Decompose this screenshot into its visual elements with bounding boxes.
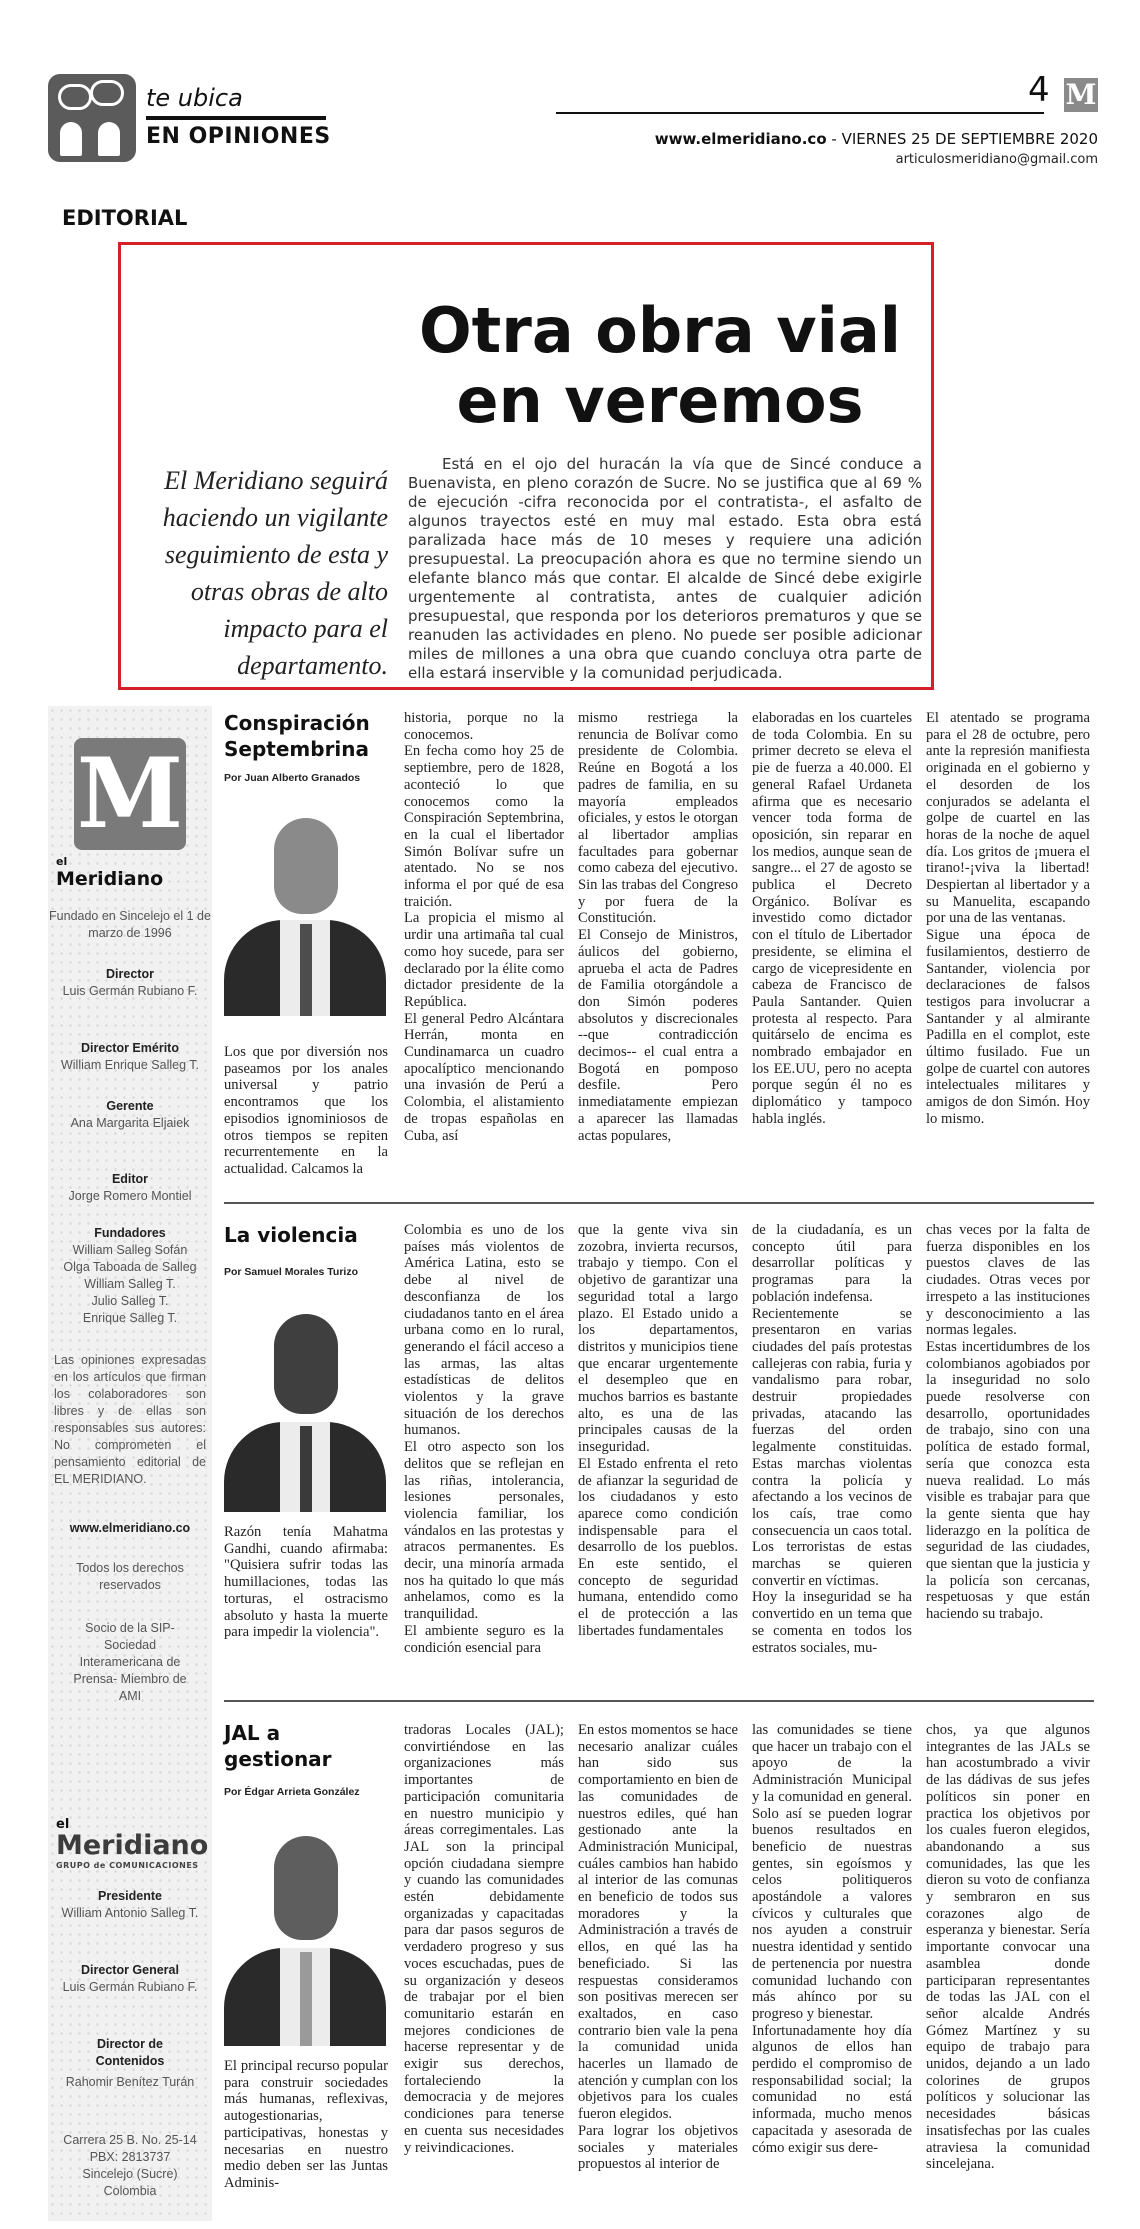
director-label: Director	[106, 967, 154, 981]
grupo-label: GRUPO de COMUNICACIONES	[56, 1861, 199, 1870]
meridiano-wordmark	[56, 856, 163, 890]
opinion-disclaimer: Las opiniones expresadas en los artículos que firman los colaboradores son libres y de ellas son responsables sus autores: No comprometen el pensamiento editorial de EL MERIDIANO.	[54, 1353, 206, 1486]
director-emerito-label: Director Emérito	[81, 1041, 179, 1055]
director-contenidos-name: Rahomir Benítez Turán	[65, 2075, 195, 2089]
editorial-pull-quote: El Meridiano seguirá haciendo un vigilante seguimiento de esta y otras obras de alto impacto para el departamento.	[162, 466, 388, 680]
editor-label: Editor	[111, 1172, 149, 1186]
sidebar-website[interactable]: www.elmeridiano.co	[69, 1521, 191, 1535]
director-contenidos-label: Director de Contenidos	[95, 2037, 165, 2068]
director-emerito-name: William Enrique Salleg T.	[60, 1058, 200, 1072]
article-column: mismo restriega la renuncia de Bolívar como presidente de Colombia. Reúne en Bogotá a los padres de familia, en su mayoría empleados oficiales, y estos le otorgan al libertador amplias facultades para gobernar como cabeza del ejecutivo. Sin las trabas del Congreso y por fuera de la Constitución. El Consejo de Ministros, áulicos del gobierno, aprueba el acta de Padres de Familia otorgándole a don Simón poderes absolutos y discrecionales --que contradicción decimos-- el cual entra a Bogotá en pomposo desfile. Pero inmediatamente empiezan a aparecer las llamadas actas populares,	[578, 710, 738, 1144]
rights-note: Todos los derechos reservados	[76, 1561, 184, 1592]
fundadores-list: William Salleg Sofán Olga Taboada de Salleg William Salleg T. Julio Salleg T. Enrique Salleg T.	[63, 1243, 197, 1325]
site-link[interactable]: www.elmeridiano.co	[654, 130, 827, 148]
article-column: chas veces por la falta de fuerza disponibles en los puestos claves de las ciudades. Otras veces por irrespeto a las instituciones y desconocimiento a las normas legales. Estas incertidumbres de los colombianos agobiados por la inseguridad no solo puede resolverse con desarrollo, oportunidades de trabajo, sino con una política de estado formal, sería que conozca esta nueva realidad. Lo más visible es trabajar para que la gente sienta que hay liderazgo en la política de seguridad de las ciudades, que sientan que la justicia y la policía son cercanas, respetuosas y que están haciendo su trabajo.	[926, 1222, 1090, 1623]
fundadores-label: Fundadores	[94, 1226, 166, 1240]
meridiano-grupo-wordmark	[56, 1818, 208, 1870]
article-title: La violencia	[224, 1223, 358, 1247]
article-byline: Por Juan Alberto Granados	[224, 772, 361, 784]
author-photo	[224, 1818, 386, 2046]
section-label: EDITORIAL	[62, 206, 188, 230]
wordmark-name: Meridiano	[56, 868, 164, 890]
article-column: que la gente viva sin zozobra, invierta recursos, trabajo y tiempo. Con el objetivo de garantizar una seguridad total a largo plazo. El Estado unido a los departamentos, distritos y municipios tiene que encarar urgentemente el desempleo que en muchos barrios es bastante alto, es una de las principales causas de la inseguridad. El Estado enfrenta el reto de afianzar la seguridad de los ciudadanos y esto aparece como condición indispensable para el desarrollo de los pueblos. En este sentido, el concepto de seguridad humana, entendido como el de protección a las libertades fundamentales	[578, 1222, 738, 1639]
opiniones-logo	[48, 74, 136, 162]
contact-email[interactable]: articulosmeridiano@gmail.com	[895, 152, 1098, 167]
article-byline: Por Samuel Morales Turizo	[224, 1266, 359, 1278]
article-column: de la ciudadanía, es un concepto útil para desarrollar políticas y programas para la población indefensa. Recientemente se presentaron en varias ciudades del país protestas callejeras con rabia, furia y vandalismo para robar, destruir propiedades privadas, atacando las fuerzas del orden legalmente constituidas. Estas marchas violentas contra la policía y afectando a los vecinos de los caís, trae como consecuencia un caos total. Los terroristas de estas marchas se quieren convertir en víctimas. Hoy la inseguridad se ha convertido en un tema que se comenta en todos los estratos sociales, mu-	[752, 1222, 912, 1656]
article-lead: Razón tenía Mahatma Gandhi, cuando afirmaba: "Quisiera sufrir todas las humillaciones, todas las torturas, el ostracismo absoluto y hasta la muerte para impedir la violencia".	[224, 1524, 388, 1641]
article-column: En estos momentos se hace necesario analizar cuáles han sido sus comportamiento en bien de las comunidades de nuestros ediles, qué han gestionado ante la Administración Municipal, cuáles cambios han habido al interior de las comunas en beneficio de todos sus moradores y la Administración a través de ellos, en qué las ha beneficiado. Si las respuestas consideramos son positivas merecen ser exaltados, en caso contrario bien vale la pena la comunidad unida hacerles un llamado de atención y cumplan con los objetivos para los cuales fueron elegidos. Para lograr los objetivos sociales y materiales propuestos al interior de	[578, 1722, 738, 2173]
dateline	[655, 130, 1098, 148]
kicker-divider	[146, 116, 326, 120]
article-title: JAL a gestionar	[224, 1721, 332, 1771]
article-column: El atentado se programa para el 28 de octubre, pero ante la represión manifiesta originada en el gobierno y el desorden de los conjurados se adelanta el golpe de cuartel en las horas de la noche de aquel día. Los gritos de ¡muera el tirano!-¡viva la libertad! Despiertan al libertador y a su Manuelita, escapando por una de las ventanas. Sigue una época de fusilamientos, destierro de Santander, violencia por declaraciones de falsos testigos para involucrar a Santander y al almirante Padilla en el complot, este último fusilado. Fue un golpe de cuartel con autores intelectuales militares y amigos de don Simón. Hoy lo mismo.	[926, 710, 1090, 1127]
address-block: Carrera 25 B. No. 25-14 PBX: 2813737 Sincelejo (Sucre) Colombia	[63, 2133, 197, 2198]
article-lead: El principal recurso popular para construir sociedades más humanas, reflexivas, autogestionarias, participativas, honestas y necesarias en nuestro medio deben ser las Juntas Adminis-	[224, 2058, 388, 2191]
director-general-label: Director General	[81, 1963, 179, 1977]
person-icon	[98, 122, 120, 156]
grupo-el: el	[56, 1817, 70, 1832]
section-name: EN OPINIONES	[146, 124, 331, 149]
sip-membership: Socio de la SIP- Sociedad Interamericana de Prensa- Miembro de AMI	[73, 1621, 187, 1703]
author-photo	[224, 800, 386, 1016]
speech-bubble-icon	[90, 80, 124, 106]
presidente-name: William Antonio Salleg T.	[61, 1906, 199, 1920]
article-column: historia, porque no la conocemos. En fecha como hoy 25 de septiembre, pero de 1828, aconteció lo que conocemos como la Conspiración Septembrina, en la cual el libertador Simón Bolívar sufre un atentado. No se nos informa el por qué de esa traición. La propicia el mismo al urdir una artimaña tal cual como hoy sucede, para ser declarado por la élite como dictador presidente de la República. El general Pedro Alcántara Herrán, monta en Cundinamarca un cuadro apocalíptico mencionando una invasión de Perú a Colombia, el alistamiento de tropas españolas en Cuba, así	[404, 710, 564, 1144]
article-column: tradoras Locales (JAL); convirtiéndose en las organizaciones más importantes de participación comunitaria en nuestro municipio y áreas corregimentales. Las JAL son la principal opción ciudadana siempre y cuando las comunidades estén debidamente organizadas y capacitadas para dar pasos seguros de verdadero progreso y sus voces escuchadas, pues de su organización y deseos de trabajar por el bien comunitario estarán en mejores condiciones de hacerse representar y de exigir sus derechos, fortaleciendo la democracia y de mejores condiciones para tenerse en cuenta sus necesidades y reivindicaciones.	[404, 1722, 564, 2156]
page-number: 4	[1028, 70, 1050, 110]
person-icon	[60, 122, 82, 156]
wordmark-el: el	[56, 855, 68, 868]
section-kicker: te ubica	[146, 84, 243, 112]
header-divider	[556, 112, 1044, 114]
gerente-label: Gerente	[106, 1099, 154, 1113]
article-title: Conspiración Septembrina	[224, 711, 370, 761]
article-column: elaboradas en los cuarteles de toda Colombia. En su primer decreto se eleva el pie de fuerza a 40.000. El general Rafael Urdaneta afirma que es necesario vencer toda forma de oposición, sin reparar en los medios, aunque sean de sangre... el 27 de agosto se publica el Decreto Orgánico. Bolívar es investido como dictador con el título de Libertador presidente, se elimina el cargo de vicepresidente en cabeza de Francisco de Paula Santander. Quien protesta al respecto. Para quitárselo de encima es nombrado embajador en los EE.UU, pero no acepta porque según él no es diplomático y tampoco habla inglés.	[752, 710, 912, 1127]
article-divider	[224, 1202, 1094, 1204]
author-photo	[224, 1300, 386, 1512]
grupo-name: Meridiano	[56, 1830, 209, 1861]
article-lead: Los que por diversión nos paseamos por los anales universal y patrio encontramos que los episodios ignominiosos de otros tiempos se repiten recurrentemente en la actualidad. Calcamos la	[224, 1044, 388, 1177]
director-general-name: Luis Germán Rubiano F.	[62, 1980, 198, 1994]
founded-note: Fundado en Sincelejo el 1 de marzo de 1996	[49, 909, 211, 940]
issue-date: - VIERNES 25 DE SEPTIEMBRE 2020	[826, 130, 1098, 148]
article-column: las comunidades se tiene que hacer un trabajo con el apoyo de la Administración Municipal y la comunidad en general. Solo así se pueden lograr buenos resultados en beneficio de nuestras gentes, sin egoísmos y celos politiqueros apostándole a valores cívicos y culturales que nos ayuden a construir nuestra identidad y sentido de pertenencia por nuestra comunidad luchando con más ahínco por su progreso y bienestar. Infortunadamente hoy día algunos de ellos han perdido el compromiso de responsabilidad social; la comunidad no está informada, mucho menos capacitada y asesorada de cómo exigir sus dere-	[752, 1722, 912, 2156]
presidente-label: Presidente	[98, 1889, 162, 1903]
gerente-name: Ana Margarita Eljaiek	[70, 1116, 190, 1130]
director-name: Luis Germán Rubiano F.	[62, 984, 198, 998]
article-byline: Por Édgar Arrieta González	[224, 1786, 360, 1798]
article-column: Colombia es uno de los países más violentos de América Latina, esto se debe al nivel de desconfianza de los ciudadanos tanto en el área urbana como en lo rural, generando el fácil acceso a las armas, las altas estadísticas de delitos violentos y la grave situación de los derechos humanos. El otro aspecto son los delitos que se reflejan en las riñas, intolerancia, lesiones personales, violencia familiar, los vándalos en las protestas y atracos permanentes. Es decir, una minoría armada nos ha quitado lo que más anhelamos, como es la tranquilidad. El ambiente seguro es la condición esencial para	[404, 1222, 564, 1656]
article-divider	[224, 1700, 1094, 1702]
brand-badge: M	[1065, 78, 1097, 111]
article-column: chos, ya que algunos integrantes de las JALs se han acostumbrado a vivir de las dádivas de sus jefes políticos sin poner en practica los objetivos por los cuales fueron elegidos, abandonando a sus comunidades, las que les dieron su voto de confianza y sembraron en sus corazones algo de esperanza y bienestar. Sería importante convocar una asamblea donde participaran representantes de todas las JAL con el señor alcalde Andrés Gómez Martínez y su equipo de trabajo para unidos, dejando a un lado colorines de grupos políticos y solucionar las necesidades básicas insatisfechas por las cuales atraviesa la comunidad sincelejana.	[926, 1722, 1090, 2173]
editor-name: Jorge Romero Montiel	[68, 1189, 192, 1203]
meridiano-logo: M	[74, 738, 186, 850]
editorial-title: Otra obra vial en veremos	[418, 294, 902, 437]
editorial-body: Está en el ojo del huracán la vía que de Sincé conduce a Buenavista, en pleno corazón de Sucre. No se justifica que al 69 % de ejecución -cifra reconocida por el contratista-, el asfalto de algunos trayectos esté en muy mal estado. Esta obra está paralizada hace más de 10 meses y requiere una adición presupuestal. La preocupación ahora es que no termine siendo un elefante blanco más que contar. El alcalde de Sincé debe exigirle urgentemente al contratista, antes de cualquier adición presupuestal, que responda por los deterioros prematuros y que se reanuden las actividades en pleno. No puede ser posible adicionar miles de millones a una obra que cuando concluya otra parte de ella estará inservible y la comunidad perjudicada.	[408, 455, 922, 682]
speech-bubble-icon	[58, 84, 92, 110]
